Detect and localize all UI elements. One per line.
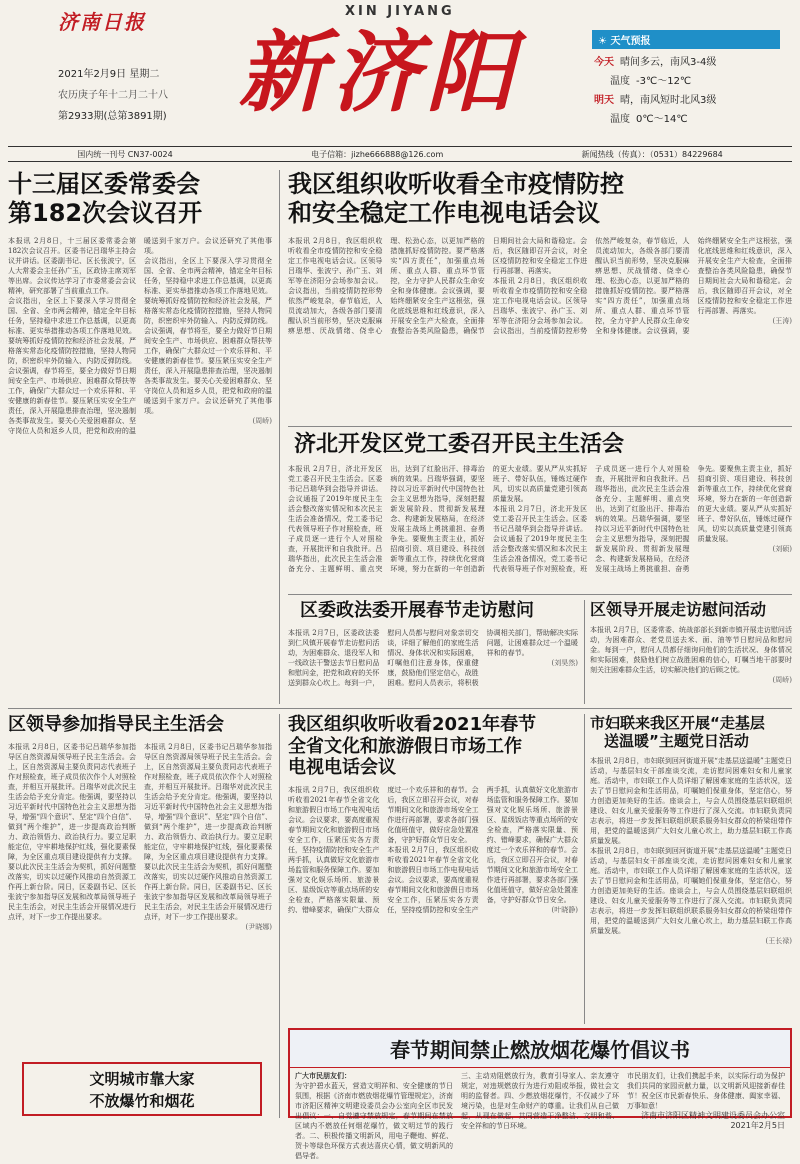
article-body: 本报讯 2月8日，我区组织收听收看全市疫情防控和安全稳定工作电视电话会议。区领导吕瑞华、张波宁、孙广玉、刘军等在济阳分会场参加会议。会议指出，当前疫情防控形势依然严峻复杂，春节临近，人员流动加大，各级各部门要清醒认识当前形势，坚决克服麻痹思想、厌战情绪、侥幸心理、松劲心态，以更加严格的措施抓好疫情防控。要严格落实“四方责任”，加强重点场所、重点人群、重点环节管控，全力守护人民群众生命安全和身体健康。会议强调，要始终绷紧安全生产这根弦，强化底线思维和红线意识，深入开展安全生产大检查，全面排查整治各类风险隐患，确保节日期间社会大局和谐稳定。会后，我区随即召开会议，对全区疫情防控和安全稳定工作进行再部署、再落实。 本报讯 2月8日，我区组织收听收看全市疫情防控和安全稳定工作电视电话会议。区领导吕瑞华、张波宁、孙广玉、刘军等在济阳分会场参加会议。会议指出，当前疫情防控形势依然严峻复杂，春节临近，人员流动加大，各级各部门要清醒认识当前形势，坚决克服麻痹思想、厌战情绪、侥幸心理、松劲心态，以更加严格的措施抓好疫情防控。要严格落实“四方责任”，加强重点场所、重点人群、重点环节管控，全力守护人民群众生命安全和身体健康。会议强调，要始终绷紧安全生产这根弦，强化底线思维和红线意识，深入开展安全生产大检查，全面排查整治各类风险隐患，确保节日期间社会大局和谐稳定。会后，我区随即召开会议，对全区疫情防控和安全稳定工作进行再部署、再落实。 (王涛): [288, 236, 792, 335]
weather-today-temp: 温度 -3℃～12℃: [610, 76, 692, 87]
article-guide-meeting: [8, 714, 272, 1054]
proposal-date: 2021年2月5日: [730, 1121, 785, 1130]
article-body: 本报讯 2月8日，十三届区委常委会第182次会议召开。区委书记吕瑞华主持会议并讲话。区委副书记、区长张波宁，区人大常委会主任孙广玉，区政协主席刘军等出席。会议传达学习了市委常委会会议精神，研究部署了当前重点工作。 会议指出，全区上下要深入学习贯彻全国、全省、全市两会精神，锚定全年目标任务，坚持稳中求进工作总基调，以更高标准、更实举措推动各项工作落地见效。要统筹抓好疫情防控和经济社会发展，严格落实常态化疫情防控措施，坚持人物同防，织密织牢外防输入、内防反弹防线。会议强调，春节将至，要全力做好节日期间安全生产、市场供应、困难群众帮扶等工作，确保广大群众过一个欢乐祥和、平安健康的新春佳节。要压紧压实安全生产责任，深入开展隐患排查治理，坚决遏制各类事故发生。要关心关爱困难群众、坚守岗位人员和返乡人员，把党和政府的温暖送到千家万户。会议还研究了其他事项。 会议指出，全区上下要深入学习贯彻全国、全省、全市两会精神，锚定全年目标任务，坚持稳中求进工作总基调，以更高标准、更实举措推动各项工作落地见效。要统筹抓好疫情防控和经济社会发展，严格落实常态化疫情防控措施，坚持人物同防，织密织牢外防输入、内防反弹防线。会议强调，春节将至，要全力做好节日期间安全生产、市场供应、困难群众帮扶等工作，确保广大群众过一个欢乐祥和、平安健康的新春佳节。要压紧压实安全生产责任，深入开展隐患排查治理，坚决遏制各类事故发生。要关心关爱困难群众、坚守岗位人员和返乡人员，把党和政府的温暖送到千家万户。会议还研究了其他事项。 (周峤): [8, 236, 272, 435]
article-body: 本报讯 2月7日，我区组织收听收看2021年春节全省文化和旅游假日市场工作电视电话会议。会议要求，要高度重视春节期间文化和旅游假日市场安全工作，压紧压实各方责任，坚持疫情防控和安全生产两手抓，认真做好文化旅游市场监管和服务保障工作。要加强对文化娱乐场所、旅游景区、星级饭店等重点场所的安全检查，严格落实限量、预约、错峰要求，确保广大群众度过一个欢乐祥和的春节。会后，我区立即召开会议，对春节期间文化和旅游市场安全工作进行再部署，要求各部门强化值班值守，做好应急处置准备，守护好群众节日安全。 本报讯 2月7日，我区组织收听收看2021年春节全省文化和旅游假日市场工作电视电话会议。会议要求，要高度重视春节期间文化和旅游假日市场安全工作，压紧压实各方责任，坚持疫情防控和安全生产两手抓，认真做好文化旅游市场监管和服务保障工作。要加强对文化娱乐场所、旅游景区、星级饭店等重点场所的安全检查，严格落实限量、预约、错峰要求，确保广大群众度过一个欢乐祥和的春节。会后，我区立即召开会议，对春节期间文化和旅游市场安全工作进行再部署，要求各部门强化值班值守，做好应急处置准备，守护好群众节日安全。 (叶晓静): [288, 785, 578, 914]
proposal-column-3: 市民朋友们，让我们携起手来，以实际行动为保护我们共同的家园贡献力量，以文明新风迎接新春佳节！祝全区市民新春快乐、身体健康、阖家幸福、万事如意！ 济南市济阳区精神文明建设委员会办公室 2021年2月5日: [627, 1072, 785, 1130]
weather-tomorrow-temp: 温度 0℃～14℃: [610, 114, 688, 125]
headline-epidemic-meeting-1: 我区组织收听收看全市疫情防控: [288, 170, 624, 198]
publication-number: 国内统一刊号 CN37-0024: [77, 149, 173, 159]
weather-header: ☀ 天气预报: [592, 30, 780, 49]
headline-culture-tourism-1: 我区组织收听收看2021年春节: [288, 714, 537, 735]
headline-culture-tourism-3: 电视电话会议: [288, 757, 396, 779]
email-address: 电子信箱：jizhe666888@126.com: [311, 149, 444, 159]
article-body: 本报讯 2月8日，区委书记吕瑞华参加指导区自然资源局领导班子民主生活会。会上，区自然资源局主要负责同志代表班子作对照检查，班子成员依次作个人对照检查，并相互开展批评。吕瑞华对此次民主生活会给予充分肯定。他强调，要坚持以习近平新时代中国特色社会主义思想为指导，增强“四个意识”、坚定“四个自信”、做到“两个维护”，进一步提高政治判断力、政治领悟力、政治执行力。要立足职能定位，守牢耕地保护红线，强化要素保障，为全区重点项目建设提供有力支撑。要以此次民主生活会为契机，抓好问题整改落实，切实以过硬作风推动自然资源工作再上新台阶。同日，区委副书记、区长张波宁参加指导区发展和改革局领导班子民主生活会，对民主生活会开展情况进行点评，对下一步工作提出要求。 本报讯 2月8日，区委书记吕瑞华参加指导区自然资源局领导班子民主生活会。会上，区自然资源局主要负责同志代表班子作对照检查，班子成员依次作个人对照检查，并相互开展批评。吕瑞华对此次民主生活会给予充分肯定。他强调，要坚持以习近平新时代中国特色社会主义思想为指导，增强“四个意识”、坚定“四个自信”、做到“两个维护”，进一步提高政治判断力、政治领悟力、政治执行力。要立足职能定位，守牢耕地保护红线，强化要素保障，为全区重点项目建设提供有力支撑。要以此次民主生活会为契机，抓好问题整改落实，切实以过硬作风推动自然资源工作再上新台阶。同日，区委副书记、区长张波宁参加指导区发展和改革局领导班子民主生活会，对民主生活会开展情况进行点评，对下一步工作提出要求。 (尹晓娜): [8, 742, 272, 931]
sun-cloud-icon: ☀: [598, 36, 611, 47]
article-body: 本报讯 2月7日，济北开发区党工委召开民主生活会。区委书记吕瑞华到会指导并讲话。会议通报了2019年度民主生活会整改落实情况和本次民主生活会准备情况，党工委书记代表领导班子作对照检查，班子成员逐一进行个人对照检查，开展批评和自我批评。吕瑞华指出，此次民主生活会准备充分、主题鲜明、重点突出，达到了红脸出汗、排毒治病的效果。吕瑞华强调，要坚持以习近平新时代中国特色社会主义思想为指导，深刻把握新发展阶段、贯彻新发展理念、构建新发展格局，在经济发展主战场上勇挑重担、奋勇争先。要聚焦主责主业，抓好招商引资、项目建设、科技创新等重点工作，持续优化营商环境，努力在新的一年创造新的更大业绩。要从严从实抓好班子、带好队伍，锤炼过硬作风，切实以高质量党建引领高质量发展。 本报讯 2月7日，济北开发区党工委召开民主生活会。区委书记吕瑞华到会指导并讲话。会议通报了2019年度民主生活会整改落实情况和本次民主生活会准备情况，党工委书记代表领导班子作对照检查，班子成员逐一进行个人对照检查，开展批评和自我批评。吕瑞华指出，此次民主生活会准备充分、主题鲜明、重点突出，达到了红脸出汗、排毒治病的效果。吕瑞华强调，要坚持以习近平新时代中国特色社会主义思想为指导，深刻把握新发展阶段、贯彻新发展理念、构建新发展格局，在经济发展主战场上勇挑重担、奋勇争先。要聚焦主责主业，抓好招商引资、项目建设、科技创新等重点工作，持续优化营商环境，努力在新的一年创造新的更大业绩。要从严从实抓好班子、带好队伍，锤炼过硬作风，切实以高质量党建引领高质量发展。 (刘硕): [288, 465, 792, 574]
masthead-left-info: [58, 6, 218, 122]
weather-forecast: [592, 30, 780, 125]
issue-date: 2021年2月9日 星期二: [58, 69, 160, 80]
article-body: 本报讯 2月7日，区委常委、统战部部长到新市镇开展走访慰问活动，为困难群众、老党员送去米、面、油等节日慰问品和慰问金。每到一户，慰问人员都仔细询问他们的生活状况、身体情况和实际困难，鼓励他们树立战胜困难的信心，叮嘱当地干部要时刻关注困难群众生活，切实解决他们的后顾之忧。 (周峤): [590, 626, 792, 685]
headline-guide-meeting: 区领导参加指导民主生活会: [8, 714, 224, 735]
article-body: 本报讯 2月7日，区委政法委到仁风镇开展春节走访慰问活动，为困难群众、退役军人和一线政法干警送去节日慰问品和慰问金，把党和政府的关怀送到群众心坎上。每到一户，慰问人员都与慰问对象亲切交谈，详细了解他们的家庭生活情况、身体状况和实际困难，叮嘱他们注意身体，保重健康，鼓励他们坚定信心，战胜困难。慰问人员表示，将积极协调相关部门，帮助解决实际问题，让困难群众过一个温暖祥和的春节。 (刘昊然): [288, 628, 578, 687]
proposal-column-1: 广大市民朋友们： 为守护碧水蓝天，营造文明祥和、安全健康的节日氛围，根据《济南市燃放烟花爆竹管理规定》，济南市济阳区精神文明建设委员会办公室向全区市民发出倡议：一、自觉遵守禁放规定，春节期间在禁放区域内不燃放任何烟花爆竹，做文明过节的践行者。二、积极传播文明新风，用电子鞭炮、鲜花、贺卡等绿色环保方式表达喜庆心情，做文明新风的倡导者。: [295, 1071, 453, 1160]
weather-today: 今天 晴间多云，南风3-4级: [594, 57, 717, 68]
article-leader-visit: [590, 600, 792, 704]
headline-democratic-meeting: 济北开发区党工委召开民主生活会: [294, 432, 625, 457]
headline-leader-visit: 区领导开展走访慰问活动: [590, 600, 767, 619]
lunar-date: 农历庚子年十二月二十八: [58, 90, 168, 101]
article-womens-federation: [590, 714, 792, 1024]
article-epidemic-meeting: [288, 170, 792, 420]
article-standing-committee: [8, 170, 272, 705]
slogan-line-2: 不放爆竹和烟花: [89, 1092, 195, 1110]
news-hotline: 新闻热线（传真）：（0531）84229684: [581, 149, 723, 159]
article-body: 本报讯 2月8日，市妇联到回河街道开展“走基层送温暖”主题党日活动，与基层妇女干部座谈交流，走访慰问困难妇女和儿童家庭。活动中，市妇联工作人员详细了解困难家庭的生活状况，送去了节日慰问金和生活用品，叮嘱她们保重身体，坚定信心，努力创造更加美好的生活。座谈会上，与会人员围绕基层妇联组织建设、妇女儿童关爱服务等工作进行了深入交流。市妇联负责同志表示，将进一步发挥妇联组织联系服务妇女群众的桥梁纽带作用，把党的温暖送到广大妇女儿童心坎上，助力基层妇联工作高质量发展。 本报讯 2月8日，市妇联到回河街道开展“走基层送温暖”主题党日活动，与基层妇女干部座谈交流，走访慰问困难妇女和儿童家庭。活动中，市妇联工作人员详细了解困难家庭的生活状况，送去了节日慰问金和生活用品，叮嘱她们保重身体，坚定信心，努力创造更加美好的生活。座谈会上，与会人员围绕基层妇联组织建设、妇女儿童关爱服务等工作进行了深入交流。市妇联负责同志表示，将进一步发挥妇联组织联系服务妇女群众的桥梁纽带作用，把党的温暖送到广大妇女儿童心坎上，助力基层妇联工作高质量发展。 (王长禄): [590, 757, 792, 945]
fireworks-ban-proposal: [288, 1028, 792, 1160]
proposal-headline: 春节期间禁止燃放烟花爆竹倡议书: [290, 1030, 790, 1068]
info-bar: [8, 146, 792, 162]
headline-standing-committee-2: 第182次会议召开: [8, 198, 203, 227]
masthead-title: 新济阳: [238, 20, 521, 124]
proposal-column-2: 三、主动劝阻燃放行为，教育引导家人、亲友遵守规定，对违规燃放行为进行劝阻或举报，做社会文明的监督者。四、少燃放烟花爆竹，不仅减少了环境污染，也是对生命财产的尊重。让我们从自己做起，从现在做起，共同营造干净整洁、文明和谐、安全祥和的节日环境。: [461, 1072, 619, 1130]
headline-culture-tourism-2: 全省文化和旅游假日市场工作: [288, 735, 522, 757]
weather-tomorrow: 明天 晴，南风短时北风3级: [594, 95, 717, 106]
article-political-committee-visit: [288, 600, 578, 704]
masthead: [0, 0, 800, 140]
headline-womens-federation-2: 送温暖”主题党日活动: [604, 732, 749, 750]
article-culture-tourism-meeting: [288, 714, 578, 1024]
masthead-pinyin: XIN JIYANG: [345, 4, 455, 19]
headline-womens-federation-1: 市妇联来我区开展“走基层: [590, 714, 765, 732]
headline-epidemic-meeting-2: 和安全稳定工作电视电话会议: [288, 198, 600, 227]
headline-political-committee-visit: 区委政法委开展春节走访慰问: [300, 600, 534, 621]
slogan-line-1: 文明城市靠大家: [89, 1070, 195, 1088]
article-democratic-meeting: [288, 432, 792, 590]
parent-paper-logo: 济南日报: [58, 10, 146, 34]
headline-standing-committee-1: 十三届区委常委会: [8, 170, 200, 198]
slogan-box: [22, 1062, 262, 1116]
issue-number: 第2933期(总第3891期): [58, 111, 167, 122]
proposal-signature: 济南市济阳区精神文明建设委员会办公室: [641, 1111, 785, 1120]
